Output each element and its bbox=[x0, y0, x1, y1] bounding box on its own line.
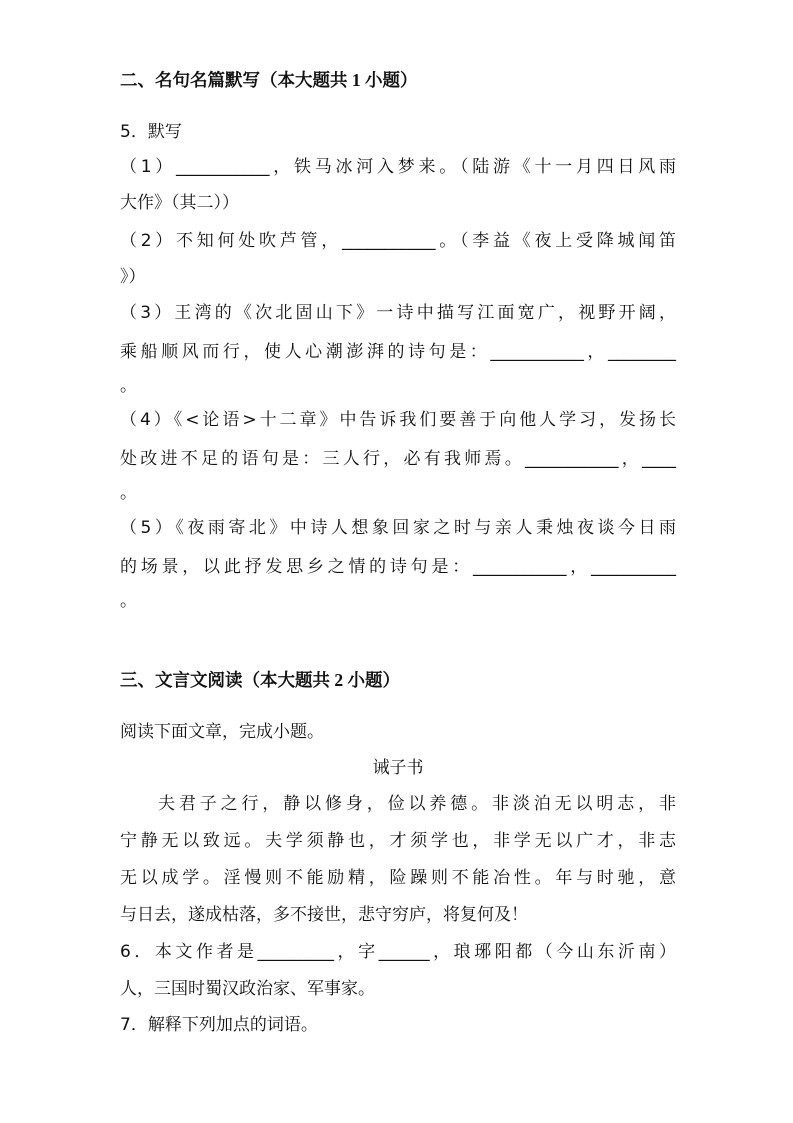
section-heading-3: 三、文言文阅读（本大题共 2 小题） bbox=[120, 670, 400, 690]
q5-item-4-line-2: 处改进不足的语句是：三人行，必有我师焉。___________，____ bbox=[120, 449, 676, 469]
question-6-line-1: 6．本文作者是_________，字______，琅琊阳都（今山东沂南） bbox=[120, 942, 676, 962]
question-6-line-2: 人，三国时蜀汉政治家、军事家。 bbox=[120, 979, 375, 999]
q5-item-4-line-1: （4）《<论语>十二章》中告诉我们要善于向他人学习，发扬长 bbox=[120, 410, 676, 430]
passage-line-3: 无以成学。淫慢则不能励精，险躁则不能冶性。年与时驰，意 bbox=[120, 868, 676, 888]
q5-item-5-line-2: 的场景，以此抒发思乡之情的诗句是：___________，__________ bbox=[120, 557, 676, 577]
passage-title: 诫子书 bbox=[372, 758, 424, 778]
passage-line-4: 与日去，遂成枯落，多不接世，悲守穷庐，将复何及！ bbox=[120, 905, 528, 925]
q5-item-1-line-2: 大作》（其二）） bbox=[120, 193, 239, 213]
q5-item-5-line-3: 。 bbox=[120, 591, 137, 611]
reading-intro: 阅读下面文章，完成小题。 bbox=[120, 722, 324, 742]
section-heading-2: 二、名句名篇默写（本大题共 1 小题） bbox=[120, 70, 418, 90]
passage-line-1: 夫君子之行，静以修身，俭以养德。非淡泊无以明志，非 bbox=[158, 794, 676, 814]
q5-item-3-line-2: 乘船顺风而行，使人心潮澎湃的诗句是：___________，________ bbox=[120, 342, 676, 362]
q5-item-3-line-3: 。 bbox=[120, 376, 137, 396]
q5-item-4-line-3: 。 bbox=[120, 483, 137, 503]
question-7: 7．解释下列加点的词语。 bbox=[120, 1015, 318, 1035]
q5-item-2-line-2: 》） bbox=[120, 267, 146, 287]
passage-line-2: 宁静无以致远。夫学须静也，才须学也，非学无以广才，非志 bbox=[120, 831, 676, 851]
q5-item-5-line-1: （5）《夜雨寄北》中诗人想象回家之时与亲人秉烛夜谈今日雨 bbox=[120, 518, 676, 538]
q5-item-2-line-1: （2）不知何处吹芦管，___________。（李益《夜上受降城闻笛 bbox=[120, 231, 676, 251]
q5-item-1-line-1: （1）___________，铁马冰河入梦来。（陆游《十一月四日风雨 bbox=[120, 157, 676, 177]
q5-item-3-line-1: （3）王湾的《次北固山下》一诗中描写江面宽广，视野开阔， bbox=[120, 303, 676, 323]
question-5-title: 5．默写 bbox=[120, 122, 182, 142]
